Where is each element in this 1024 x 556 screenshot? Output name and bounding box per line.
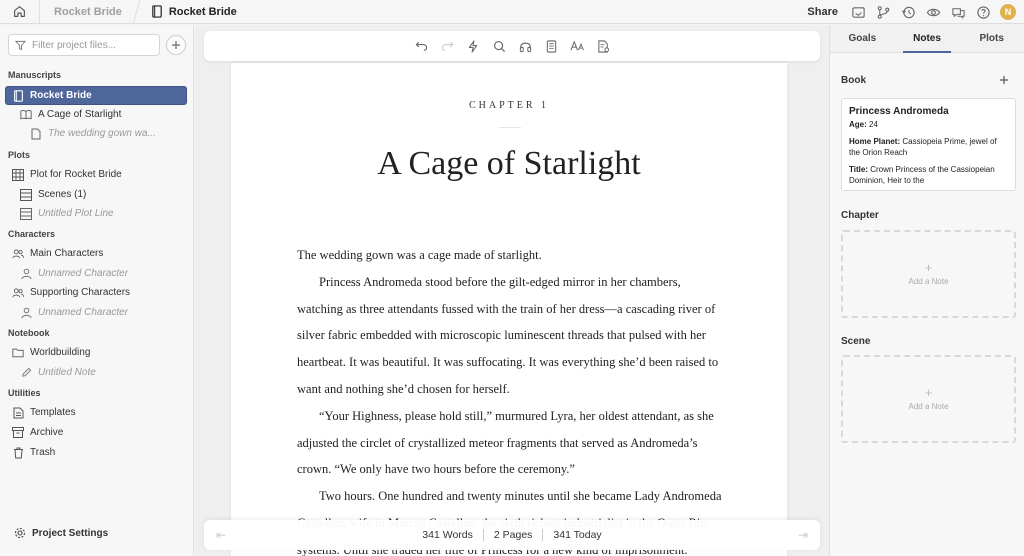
- sidebar-item-plot[interactable]: [12, 165, 122, 184]
- tab-goals[interactable]: Goals: [848, 33, 877, 44]
- user-icon: [20, 268, 32, 280]
- top-bar: [0, 0, 1024, 24]
- sidebar-item-label: Plot for Rocket Bride: [30, 169, 122, 180]
- breadcrumb-manuscript-label: Rocket Bride: [168, 5, 237, 18]
- history-icon[interactable]: [900, 4, 917, 21]
- plus-icon: [171, 40, 181, 50]
- book-icon: [151, 5, 163, 18]
- chapter-divider: [499, 127, 521, 128]
- sidebar-item-supporting-characters[interactable]: [12, 283, 130, 302]
- filter-row: [8, 34, 186, 56]
- list-icon: [20, 208, 32, 220]
- breadcrumb-project[interactable]: Rocket Bride: [54, 5, 122, 18]
- project-settings-button[interactable]: [14, 527, 108, 539]
- folder-icon: [12, 347, 24, 359]
- search-icon[interactable]: [491, 38, 507, 54]
- plus-icon: +: [924, 385, 933, 400]
- open-book-icon: [20, 109, 32, 121]
- note-age: [849, 119, 1008, 130]
- top-actions: [807, 0, 1016, 24]
- headphones-icon[interactable]: [517, 38, 533, 54]
- template-icon: [12, 407, 24, 419]
- eye-icon[interactable]: [925, 4, 942, 21]
- sidebar-item-label: Templates: [30, 407, 76, 418]
- sidebar-item-main-characters[interactable]: [12, 244, 103, 263]
- trash-icon: [12, 447, 24, 459]
- note-title-label: Title:: [849, 165, 868, 174]
- sidebar-item-label: Archive: [30, 427, 64, 438]
- sidebar-item-label: Rocket Bride: [30, 90, 92, 101]
- grid-icon: [12, 169, 24, 181]
- sidebar-item-manuscript[interactable]: [5, 86, 187, 105]
- sidebar-item-label: The wedding gown wa...: [48, 128, 156, 139]
- sidebar-item-label: Supporting Characters: [30, 287, 131, 298]
- pencil-icon: [20, 367, 32, 379]
- comments-icon[interactable]: [950, 4, 967, 21]
- section-utilities: Utilities: [8, 388, 41, 398]
- chapter-heading: Chapter: [841, 210, 879, 221]
- note-planet: [849, 136, 1008, 158]
- project-sidebar: [0, 25, 194, 556]
- document-settings-icon[interactable]: [595, 38, 611, 54]
- sidebar-item-label: Scenes (1): [38, 189, 87, 200]
- home-icon: [13, 5, 26, 18]
- sidebar-item-unnamed-character[interactable]: [20, 264, 128, 283]
- add-book-note-button[interactable]: [999, 74, 1009, 88]
- tab-notes[interactable]: Notes: [895, 25, 960, 52]
- book-heading: Book: [841, 75, 866, 86]
- note-title: Princess Andromeda: [849, 106, 949, 117]
- section-manuscripts: Manuscripts: [8, 70, 62, 80]
- sidebar-item-chapter[interactable]: [20, 105, 121, 124]
- note-planet-value: Cassiopeia Prime, jewel of the Orion Reach: [849, 137, 997, 157]
- tab-plots[interactable]: Plots: [979, 33, 1004, 44]
- note-age-value: 24: [869, 120, 878, 129]
- section-notebook: Notebook: [8, 328, 50, 338]
- paragraph[interactable]: Two hours. One hundred and twenty minutes until she became Lady Andromeda: [319, 489, 722, 504]
- plus-icon: [999, 75, 1009, 85]
- sidebar-item-scenes[interactable]: [20, 185, 86, 204]
- sidebar-item-templates[interactable]: [12, 403, 76, 422]
- filter-icon: [15, 40, 26, 51]
- sidebar-item-label: Unnamed Character: [38, 307, 129, 318]
- panel-tabs: [830, 25, 1024, 53]
- sidebar-item-scene[interactable]: [30, 124, 156, 143]
- chapter-title[interactable]: A Cage of Starlight: [377, 145, 641, 182]
- help-icon[interactable]: [975, 4, 992, 21]
- add-scene-note[interactable]: [841, 355, 1016, 443]
- lightning-icon[interactable]: [465, 38, 481, 54]
- add-file-button[interactable]: [166, 35, 186, 55]
- today-count: 341 Today: [553, 529, 602, 541]
- home-button[interactable]: [0, 0, 40, 24]
- add-note-label: Add a Note: [908, 402, 949, 411]
- status-bar: [204, 520, 820, 550]
- share-button[interactable]: Share: [807, 6, 838, 18]
- sidebar-item-label: Untitled Note: [38, 367, 96, 378]
- filter-input[interactable]: [32, 40, 150, 51]
- branch-icon[interactable]: [875, 4, 892, 21]
- users-icon: [12, 248, 24, 260]
- add-chapter-note[interactable]: [841, 230, 1016, 318]
- sidebar-item-label: A Cage of Starlight: [38, 109, 122, 120]
- sidebar-item-archive[interactable]: [12, 423, 63, 442]
- section-characters: Characters: [8, 229, 56, 239]
- status-divider: [542, 529, 543, 541]
- sidebar-item-label: Main Characters: [30, 248, 104, 259]
- user-icon: [20, 307, 32, 319]
- note-title-value: Crown Princess of the Cassiopeian Dominion, Heir to the: [849, 165, 995, 185]
- chapter-label: CHAPTER 1: [468, 100, 550, 111]
- editor-area: [195, 25, 829, 556]
- paragraph[interactable]: The wedding gown was a cage made of starlight.: [297, 248, 542, 262]
- users-icon: [12, 287, 24, 299]
- sidebar-item-label: Worldbuilding: [30, 347, 91, 358]
- sidebar-item-trash[interactable]: [12, 443, 55, 462]
- book-icon: [12, 90, 24, 102]
- next-arrow-icon[interactable]: ⇥: [797, 528, 808, 542]
- redo-icon[interactable]: [439, 38, 455, 54]
- document-icon: [30, 128, 42, 140]
- inbox-icon[interactable]: [850, 4, 867, 21]
- sidebar-item-untitled-note[interactable]: [20, 363, 96, 382]
- sidebar-item-label: Untitled Plot Line: [38, 208, 114, 219]
- user-avatar[interactable]: N: [1000, 4, 1016, 20]
- list-icon: [20, 189, 32, 201]
- notes-panel: [829, 25, 1024, 556]
- undo-icon[interactable]: [413, 38, 429, 54]
- archive-icon: [12, 427, 24, 439]
- book-note-card[interactable]: [841, 98, 1016, 191]
- font-size-icon[interactable]: [569, 38, 585, 54]
- note-age-label: Age:: [849, 120, 867, 129]
- sidebar-item-plotline[interactable]: [20, 204, 114, 223]
- word-count: 341 Words: [422, 529, 473, 541]
- plus-icon: +: [924, 260, 933, 275]
- sidebar-item-label: Trash: [30, 447, 56, 458]
- sidebar-item-worldbuilding[interactable]: [12, 343, 90, 362]
- sidebar-item-unnamed-character[interactable]: [20, 303, 128, 322]
- manuscript-body[interactable]: [297, 242, 723, 556]
- paragraph[interactable]: “Your Highness, please hold still,” murmured Lyra, her oldest attendant, as she adjusted the circlet of crystallized meteor fragments that served as Andromeda’s crown. “We only have two hours before the ceremony.”: [297, 408, 714, 477]
- note-title-field: [849, 164, 1008, 186]
- scene-heading: Scene: [841, 336, 871, 347]
- page-count: 2 Pages: [493, 529, 533, 541]
- filter-field[interactable]: [8, 34, 160, 56]
- section-plots: Plots: [8, 150, 31, 160]
- paragraph[interactable]: Princess Andromeda stood before the gilt-edged mirror in her chambers, watching as three attendants fussed with the train of her dress—a cascading river of silver fabric embedded with microscopic luminescent threads that pulsed with her heartbeat. It was beautiful. It was suffocating. It was everything she’d been raised to want and nothing she’d chosen for herself.: [297, 274, 719, 396]
- status-divider: [483, 529, 484, 541]
- manuscript-page[interactable]: [231, 63, 787, 556]
- editor-toolbar: [204, 31, 820, 61]
- add-note-label: Add a Note: [908, 277, 949, 286]
- gear-icon: [14, 527, 26, 539]
- breadcrumb-manuscript[interactable]: [137, 0, 251, 24]
- note-planet-label: Home Planet:: [849, 137, 901, 146]
- project-settings-label: Project Settings: [32, 527, 109, 539]
- document-view-icon[interactable]: [543, 38, 559, 54]
- prev-arrow-icon[interactable]: ⇤: [216, 528, 227, 542]
- sidebar-item-label: Unnamed Character: [38, 268, 129, 279]
